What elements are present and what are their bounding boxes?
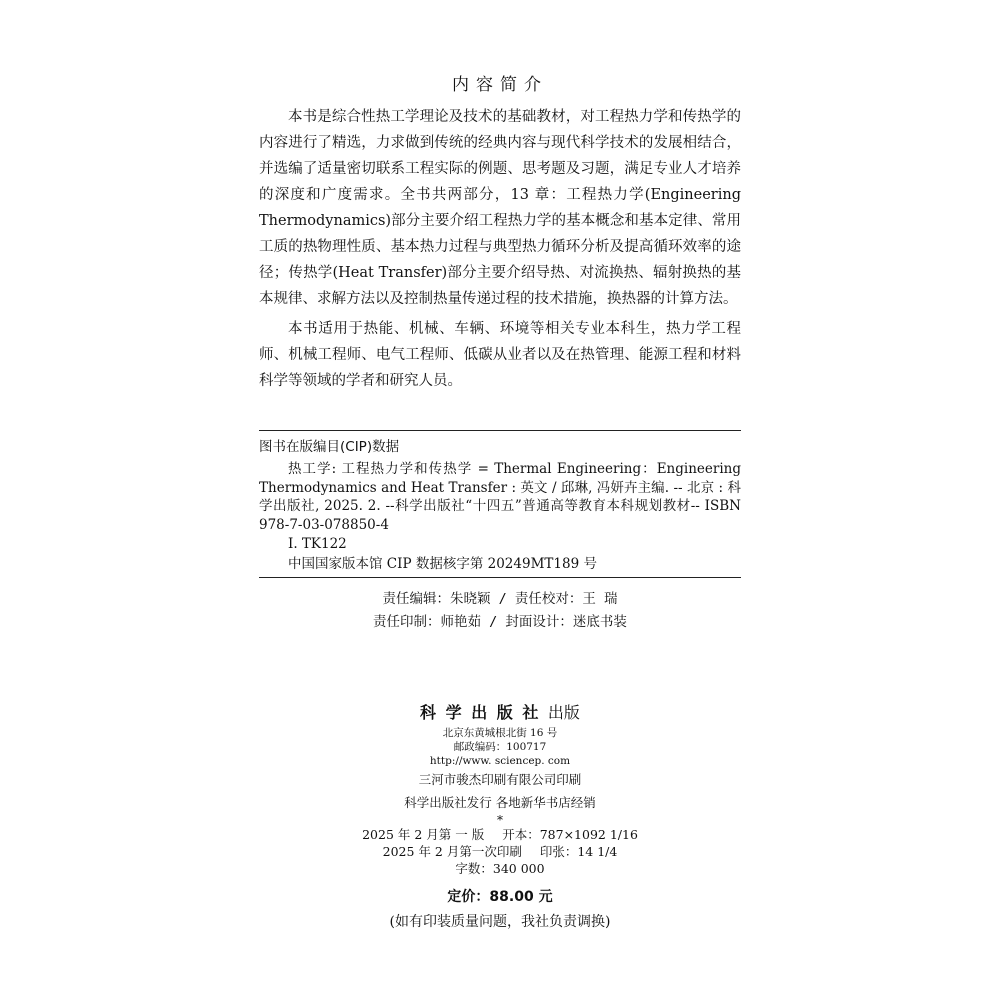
publisher-postcode: 邮政编码：100717 xyxy=(453,741,547,753)
edition-row xyxy=(0,826,1000,843)
publisher-name xyxy=(0,700,1000,726)
publisher-website: http://www. sciencep. com xyxy=(429,755,571,767)
publisher-address: 北京东黄城根北街 16 号 xyxy=(442,727,558,739)
edition-first: 2025 年 2 月第 一 版 xyxy=(362,827,485,842)
page-title: 内容简介 xyxy=(452,75,548,95)
distribution-line: 科学出版社发行 各地新华书店经销 xyxy=(404,795,596,810)
cip-classification: Ⅰ. TK122 xyxy=(288,536,347,552)
printing-row xyxy=(0,843,1000,860)
cip-heading: 图书在版编目(CIP)数据 xyxy=(259,439,400,455)
price: 定价：88.00 元 xyxy=(447,889,553,905)
word-count: 字数：340 000 xyxy=(455,861,545,876)
summary-paragraph: 本书适用于热能、机械、车辆、环境等相关专业本科生，热力学工程师、机械工程师、电气工程师、低碳从业者以及在热管理、能源工程和材料科学等领域的学者和研究人员。 xyxy=(259,321,741,389)
cip-data-number: 中国国家版本馆 CIP 数据核字第 20249MT189 号 xyxy=(288,556,597,572)
summary-paragraph: 本书是综合性热工学理论及技术的基础教材，对工程热力学和传热学的内容进行了精选，力求做到传统的经典内容与现代科学技术的发展相结合，并选编了适量密切联系工程实际的例题、思考题及习题，满足专业人才培养的深度和广度需求。全书共两部分，13 章：工程热力学(Engineering Thermodynamics)部分主要介绍工程热力学的基本概念和基本定律、常用工质的热物理性质、基本热力过程与典型热力循环分析及提高循环效率的途径；传热学(Heat Transfer)部分主要介绍导热、对流换热、辐射换热的基本规律、求解方法以及控制热量传递过程的技术措施，换热器的计算方法。 xyxy=(259,109,741,307)
publisher-suffix: 出版 xyxy=(547,703,580,722)
staff-line: 责任编辑：朱晓颖 / 责任校对：王 瑞 xyxy=(382,591,618,607)
publisher-logo-text: 科 学 出 版 社 xyxy=(420,703,541,722)
printer-line: 三河市骏杰印刷有限公司印刷 xyxy=(418,772,582,787)
staff-credits xyxy=(0,588,1000,634)
quality-note: (如有印装质量问题，我社负责调换) xyxy=(389,914,611,930)
summary-section xyxy=(259,104,741,398)
publisher-block xyxy=(0,700,1000,935)
cip-block xyxy=(259,430,741,578)
cip-record: 热工学: 工程热力学和传热学 = Thermal Engineering：Engineering Thermodynamics and Heat Transfer : 英文 / 邱琳, 冯妍卉主编. -- 北京 : 科学出版社, 2025. 2. --科学出版社“十四五”普通高等教育本科规划教材-- ISBN 978-7-03-078850-4 xyxy=(259,461,741,533)
book-format: 开本：787×1092 1/16 xyxy=(502,827,638,842)
printing-first: 2025 年 2 月第一次印刷 xyxy=(382,844,522,859)
staff-line: 责任印制：师艳茹 / 封面设计：迷底书装 xyxy=(373,614,627,630)
separator-star: * xyxy=(497,813,503,827)
printed-sheets: 印张：14 1/4 xyxy=(539,844,618,859)
